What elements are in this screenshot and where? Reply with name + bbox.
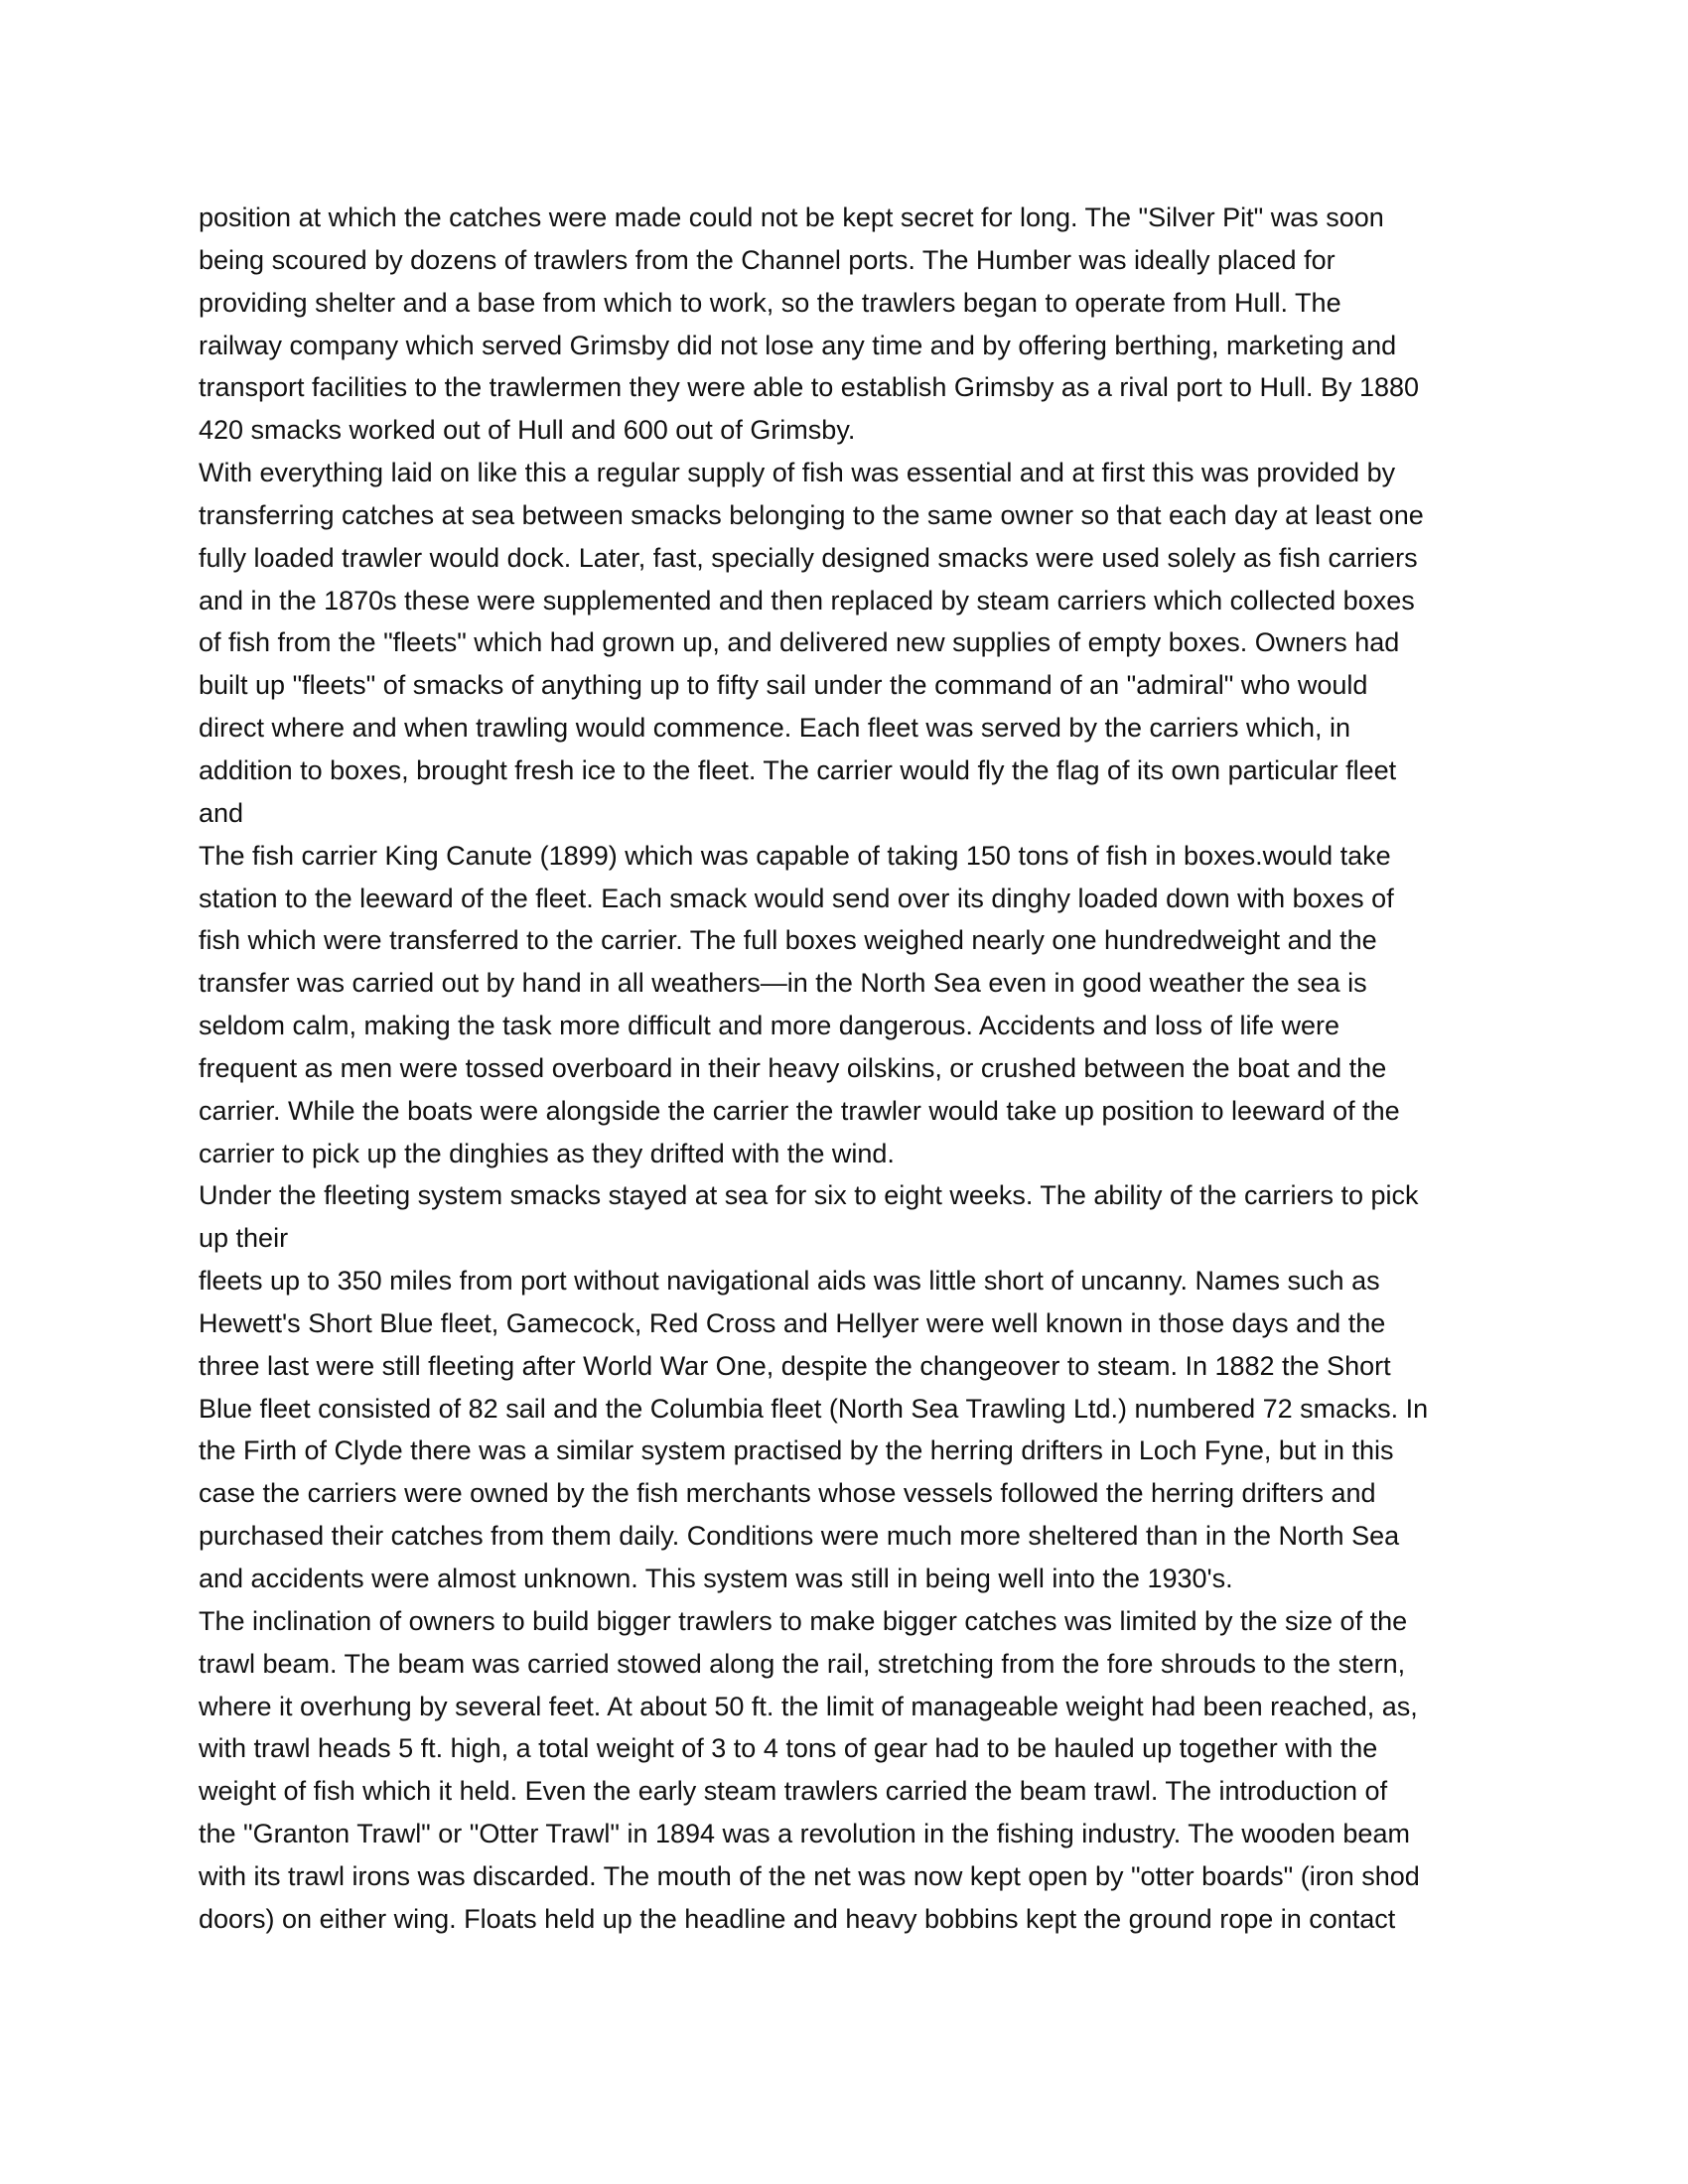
text-line: addition to boxes, brought fresh ice to the fleet. The carrier would fly the flag of its own particular fleet bbox=[199, 754, 1397, 785]
text-line: With everything laid on like this a regular supply of fish was essential and at first this was provided by bbox=[199, 458, 1396, 488]
text-line: three last were still fleeting after World War One, despite the changeover to steam. In 1882 the Short bbox=[199, 1350, 1391, 1381]
text-line: The inclination of owners to build bigger trawlers to make bigger catches was limited by the size of the bbox=[199, 1605, 1408, 1636]
text-line: Hewett's Short Blue fleet, Gamecock, Red Cross and Hellyer were well known in those days and the bbox=[199, 1307, 1386, 1338]
text-line: frequent as men were tossed overboard in their heavy oilskins, or crushed between the boat and the bbox=[199, 1052, 1387, 1083]
text-line: case the carriers were owned by the fish merchants whose vessels followed the herring drifters and bbox=[199, 1478, 1376, 1509]
text-line: and in the 1870s these were supplemented and then replaced by steam carriers which collected boxes bbox=[199, 585, 1415, 615]
text-line: trawl beam. The beam was carried stowed along the rail, stretching from the fore shrouds to the stern, bbox=[199, 1648, 1406, 1679]
text-line: and accidents were almost unknown. This system was still in being well into the 1930's. bbox=[199, 1564, 1233, 1593]
text-line: station to the leeward of the fleet. Each smack would send over its dinghy loaded down with boxes of bbox=[199, 883, 1394, 913]
text-line: seldom calm, making the task more difficult and more dangerous. Accidents and loss of life were bbox=[199, 1011, 1340, 1041]
text-line: transferring catches at sea between smacks belonging to the same owner so that each day at least one bbox=[199, 499, 1424, 530]
text-line: the Firth of Clyde there was a similar system practised by the herring drifters in Loch Fyne, but in this bbox=[199, 1435, 1394, 1466]
text-line: 420 smacks worked out of Hull and 600 out of Grimsby. bbox=[199, 415, 856, 446]
text-line: carrier. While the boats were alongside the carrier the trawler would take up position to leeward of the bbox=[199, 1095, 1400, 1126]
text-line: transport facilities to the trawlermen they were able to establish Grimsby as a rival port to Hull. By 1880 bbox=[199, 372, 1420, 403]
text-line: transfer was carried out by hand in all weathers—in the North Sea even in good weather the sea is bbox=[199, 968, 1367, 999]
text-line: the "Granton Trawl" or "Otter Trawl" in 1894 was a revolution in the fishing industry. The wooden beam bbox=[199, 1819, 1410, 1849]
text-line: direct where and when trawling would commence. Each fleet was served by the carriers which, in bbox=[199, 713, 1351, 744]
text-line: up their bbox=[199, 1223, 289, 1254]
text-line: fully loaded trawler would dock. Later, fast, specially designed smacks were used solely as fish carriers bbox=[199, 542, 1418, 573]
text-line: with trawl heads 5 ft. high, a total weight of 3 to 4 tons of gear had to be hauled up together with the bbox=[199, 1733, 1378, 1764]
text-line: built up "fleets" of smacks of anything up to fifty sail under the command of an "admiral" who would bbox=[199, 670, 1368, 701]
text-line: Blue fleet consisted of 82 sail and the Columbia fleet (North Sea Trawling Ltd.) numbered 72 smacks. In bbox=[199, 1393, 1429, 1424]
text-line: carrier to pick up the dinghies as they drifted with the wind. bbox=[199, 1138, 895, 1168]
text-line: The fish carrier King Canute (1899) which was capable of taking 150 tons of fish in boxes.would take bbox=[199, 840, 1391, 871]
text-line: and bbox=[199, 797, 244, 828]
text-line: Under the fleeting system smacks stayed at sea for six to eight weeks. The ability of the carriers to pick bbox=[199, 1180, 1419, 1211]
text-line: fleets up to 350 miles from port without navigational aids was little short of uncanny. Names such as bbox=[199, 1266, 1380, 1297]
text-line: doors) on either wing. Floats held up the headline and heavy bobbins kept the ground rope in contact bbox=[199, 1903, 1396, 1934]
text-line: where it overhung by several feet. At about 50 ft. the limit of manageable weight had been reached, as, bbox=[199, 1691, 1418, 1721]
text-line: of fish from the "fleets" which had grown up, and delivered new supplies of empty boxes. Owners had bbox=[199, 627, 1400, 658]
text-line: railway company which served Grimsby did not lose any time and by offering berthing, marketing and bbox=[199, 330, 1397, 360]
text-line: fish which were transferred to the carrier. The full boxes weighed nearly one hundredweight and the bbox=[199, 925, 1377, 956]
body-text bbox=[199, 197, 1499, 1941]
text-line: providing shelter and a base from which to work, so the trawlers began to operate from Hull. The bbox=[199, 287, 1341, 318]
text-line: with its trawl irons was discarded. The mouth of the net was now kept open by "otter boards" (iron shod bbox=[199, 1860, 1420, 1891]
text-line: purchased their catches from them daily. Conditions were much more sheltered than in the North Sea bbox=[199, 1521, 1400, 1552]
text-line: being scoured by dozens of trawlers from the Channel ports. The Humber was ideally placed for bbox=[199, 244, 1336, 275]
text-line: weight of fish which it held. Even the early steam trawlers carried the beam trawl. The introduction of bbox=[199, 1776, 1388, 1807]
text-line: position at which the catches were made could not be kept secret for long. The "Silver Pit" was soon bbox=[199, 203, 1384, 232]
